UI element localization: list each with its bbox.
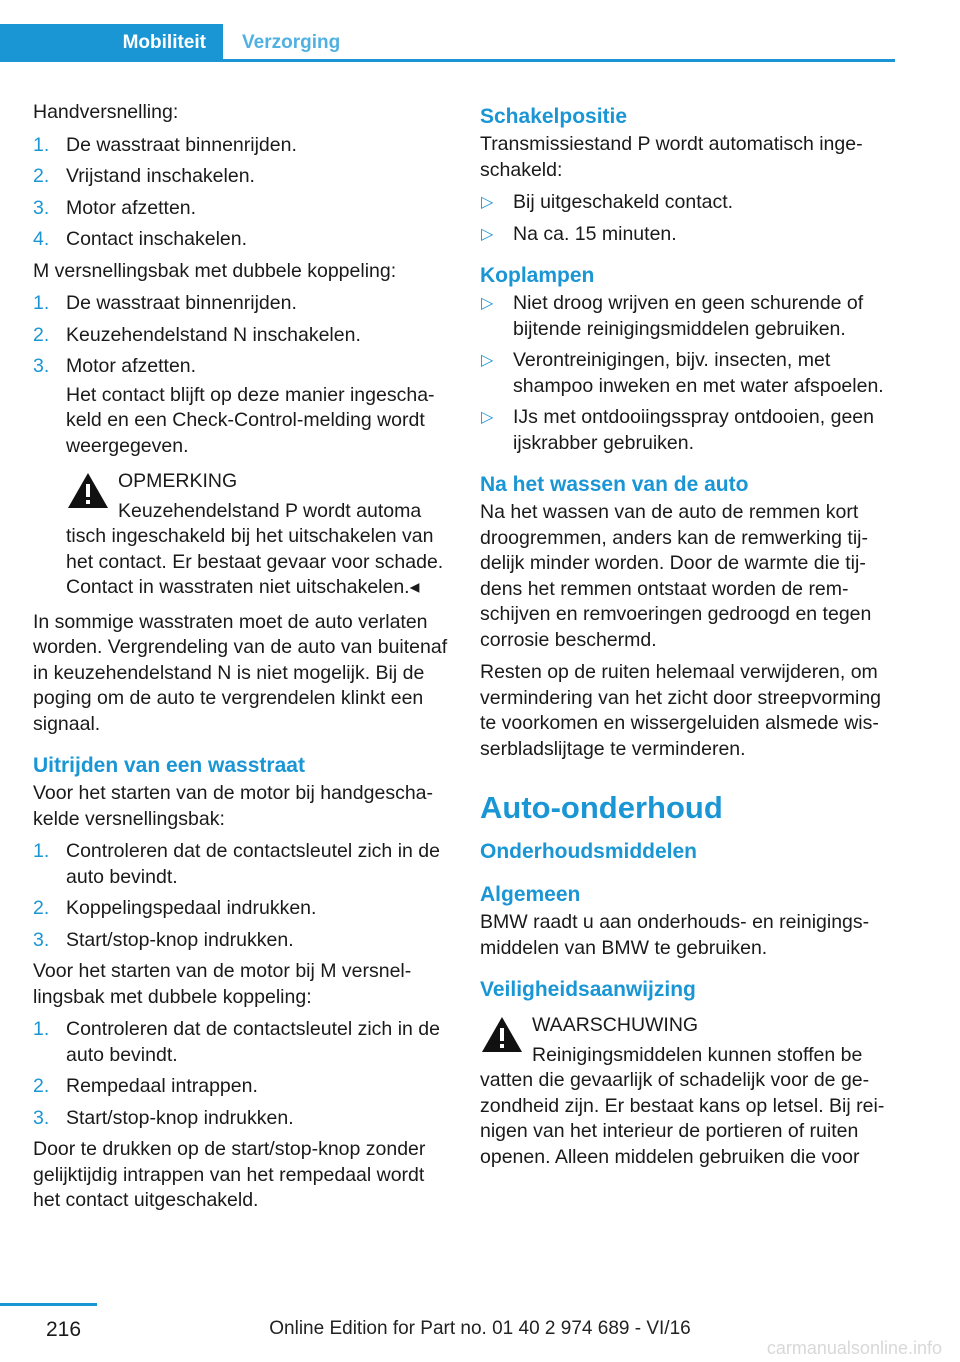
- note-title: OPMERKING: [118, 470, 238, 492]
- list-item: [33, 196, 451, 222]
- dct-steps-list: [33, 291, 451, 459]
- step-text: Contact inschakelen.: [66, 228, 248, 250]
- list-item: [480, 222, 900, 248]
- step-number: 2.: [33, 165, 50, 187]
- note-text-rest: tisch ingeschakeld bij het uitschakelen van het contact. Er bestaat gevaar voor schade. Contact in wasstraten niet uitschakelen.◂: [66, 525, 444, 598]
- note-box: [66, 469, 451, 601]
- left-column: [33, 100, 451, 1221]
- step-text: Koppelingspedaal indrukken.: [66, 897, 317, 919]
- step-number: 1.: [33, 1018, 50, 1040]
- list-item: [480, 348, 900, 399]
- note-text-first: Keuzehendelstand P wordt automa: [118, 499, 422, 522]
- step-text: De wasstraat binnenrijden.: [66, 292, 297, 314]
- step-number: 1.: [33, 840, 50, 862]
- exit-dct-label: Voor het starten van de motor bij M versnellingsbak met dubbele koppeling:: [33, 960, 412, 1008]
- footer-line: [0, 1303, 97, 1306]
- warning-triangle-icon: [480, 1015, 524, 1054]
- list-item: [33, 323, 451, 349]
- item-text: Niet droog wrijven en geen schurende of bijtende reinigingsmiddelen gebruiken.: [513, 292, 864, 340]
- item-text: Na ca. 15 minuten.: [513, 222, 677, 245]
- step-text: Vrijstand inschakelen.: [66, 165, 255, 187]
- list-item: [33, 928, 451, 954]
- list-item: [480, 405, 900, 456]
- warning-text-first: Reinigingsmiddelen kunnen stoffen be: [532, 1043, 863, 1066]
- step-number: 1.: [33, 292, 50, 314]
- heading-care-products: Onderhoudsmiddelen: [480, 840, 698, 863]
- step-number: 3.: [33, 196, 50, 219]
- item-text: IJs met ontdooiingsspray ontdooien, geen ijskrabber gebruiken.: [513, 406, 874, 454]
- tab-underline: [0, 59, 895, 62]
- warning-box: [480, 1013, 900, 1170]
- step-number: 2.: [33, 1075, 50, 1097]
- bullet-triangle-icon: ▷: [481, 352, 494, 369]
- right-column: [480, 100, 900, 1179]
- item-text: Bij uitgeschakeld contact.: [513, 191, 734, 213]
- paragraph: In sommige wasstraten moet de auto verlaten worden. Vergrendeling van de auto van buitenaf in keuzehendelstand N is niet mogelijk. Bij de poging om de auto te vergrendelen klinkt een signaal.: [33, 610, 448, 735]
- manual-steps-list: [33, 133, 451, 253]
- step-text: De wasstraat binnenrijden.: [66, 133, 297, 156]
- list-item: [33, 164, 451, 190]
- list-item: [33, 839, 451, 890]
- warning-text-rest: vatten die gevaarlijk of schadelijk voor de gezondheid zijn. Er bestaat kans op letsel. Bij reinigen van het interieur de portieren of ruiten openen. Alleen middelen gebruiken die voor: [480, 1069, 885, 1168]
- exit-manual-steps-list: [33, 839, 451, 953]
- list-item: [33, 291, 451, 317]
- list-item: [33, 1106, 451, 1132]
- list-item: [480, 190, 900, 216]
- manual-label: Handversnelling:: [33, 101, 179, 123]
- step-text: Motor afzetten.: [66, 355, 197, 377]
- bullet-triangle-icon: ▷: [481, 295, 494, 312]
- section-tabbar: [0, 24, 895, 62]
- step-text: Rempedaal intrappen.: [66, 1075, 258, 1097]
- paragraph: BMW raadt u aan onderhouds- en reinigingsmiddelen van BMW te gebruiken.: [480, 911, 870, 959]
- step-subtext: Het contact blijft op deze manier ingeschakeld en een Check-Control-melding wordt weergegeven.: [66, 383, 435, 457]
- heading-gear-position: Schakelpositie: [480, 105, 628, 128]
- bullet-triangle-icon: ▷: [481, 194, 494, 211]
- list-item: [480, 291, 900, 342]
- tab-mobiliteit[interactable]: Mobiliteit: [0, 24, 223, 62]
- exit-dct-steps-list: [33, 1017, 451, 1131]
- warning-title: WAARSCHUWING: [532, 1014, 699, 1036]
- step-number: 3.: [33, 928, 50, 951]
- step-number: 4.: [33, 228, 50, 250]
- step-number: 1.: [33, 133, 50, 156]
- bullet-triangle-icon: ▷: [481, 409, 494, 426]
- page-number: 216: [46, 1318, 82, 1341]
- step-number: 3.: [33, 355, 50, 377]
- tab-verzorging[interactable]: Verzorging: [242, 32, 341, 53]
- step-number: 2.: [33, 897, 50, 919]
- lamp-list: [480, 291, 900, 456]
- step-text: Start/stop-knop indrukken.: [66, 928, 294, 951]
- step-text: Motor afzetten.: [66, 196, 197, 219]
- heading-safety: Veiligheidsaanwijzing: [480, 978, 696, 1001]
- step-text: Controleren dat de contactsleutel zich in de auto bevindt.: [66, 840, 440, 888]
- heading-after-washing: Na het wassen van de auto: [480, 473, 749, 496]
- bullet-triangle-icon: ▷: [481, 225, 494, 243]
- step-text: Controleren dat de contactsleutel zich in de auto bevindt.: [66, 1018, 440, 1066]
- item-text: Verontreinigingen, bijv. insecten, met shampoo inweken en met water afspoelen.: [513, 349, 884, 397]
- list-item: [33, 1074, 451, 1100]
- gear-list: [480, 190, 900, 247]
- list-item: [33, 354, 451, 459]
- dct-label: M versnellingsbak met dubbele koppeling:: [33, 259, 397, 282]
- warning-triangle-icon: [66, 471, 110, 510]
- edition-text: Online Edition for Part no. 01 40 2 974 689 - VI/16: [269, 1318, 691, 1339]
- heading-car-care: Auto-onderhoud: [480, 790, 723, 825]
- watermark: carmanualsonline.info: [766, 1338, 942, 1358]
- exit-manual-label: Voor het starten van de motor bij handgeschakelde versnellingsbak:: [33, 782, 434, 830]
- step-text: Start/stop-knop indrukken.: [66, 1106, 294, 1129]
- list-item: [33, 133, 451, 159]
- list-item: [33, 896, 451, 922]
- step-number: 2.: [33, 323, 50, 346]
- heading-exit-carwash: Uitrijden van een wasstraat: [33, 754, 305, 777]
- paragraph: Na het wassen van de auto de remmen kort droogremmen, anders kan de remwerking tijdelijk minder worden. Door de warmte die tijdens het remmen ontstaat worden de remschijven en remvoeringen gedroogd en tegen corrosie beschermd.: [480, 501, 872, 651]
- list-item: [33, 1017, 451, 1068]
- paragraph: Door te drukken op de start/stop-knop zonder gelijktijdig intrappen van het rempedaal wordt het contact uitgeschakeld.: [33, 1138, 426, 1211]
- heading-headlamps: Koplampen: [480, 264, 595, 287]
- step-number: 3.: [33, 1106, 50, 1129]
- list-item: [33, 227, 451, 253]
- heading-general: Algemeen: [480, 883, 581, 906]
- step-text: Keuzehendelstand N inschakelen.: [66, 323, 361, 346]
- paragraph: Transmissiestand P wordt automatisch ingeschakeld:: [480, 133, 863, 181]
- paragraph: Resten op de ruiten helemaal verwijderen, om vermindering van het zicht door streepvorming te voorkomen en wissergeluiden alsmede wisserbladslijtage te verminderen.: [480, 661, 882, 760]
